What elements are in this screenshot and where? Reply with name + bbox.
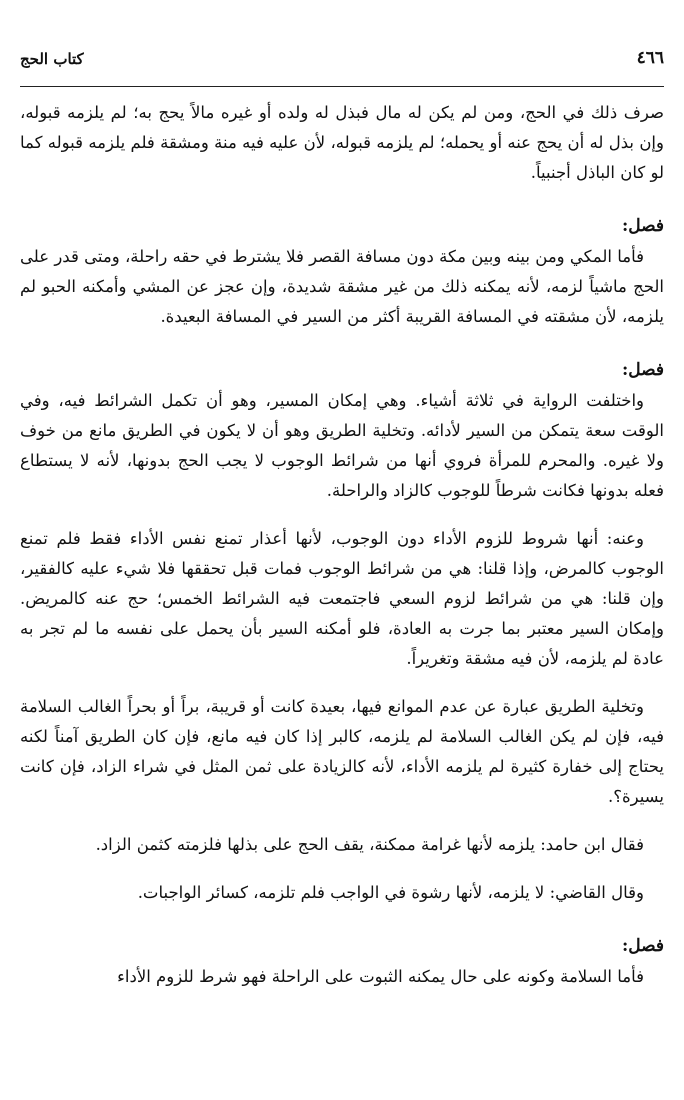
paragraph: وعنه: أنها شروط للزوم الأداء دون الوجوب، لأنها أعذار تمنع نفس الأداء فقط فلم تمنع الوجوب كالمرض، وإذا قلنا: هي من شرائط الوجوب فمات قبل تحققها فلا شيء عليه كالفقير، وإن قلنا: هي من شرائط لزوم السعي فاجتمعت فيه الشرائط الخمس؛ حج عنه كالمريض. وإمكان السير معتبر بما جرت به العادة، فلو أمكنه السير بأن يحمل على نفسه ما لم تجر به عادة لم يلزمه، لأن فيه مشقة وتغريراً. — [20, 529, 664, 668]
paragraph: واختلفت الرواية في ثلاثة أشياء. وهي إمكان المسير، وهو أن تكمل الشرائط فيه، وفي الوقت سعة يتمكن من السير لأدائه. وتخلية الطريق وهو أن لا يكون في الطريق مانع من خوف ولا غيره. والمحرم للمرأة فروي أنها من شرائط الوجوب لا يجب الحج بدونها، لأنه لا يستطاع فعله بدونها فكانت شرطاً للوجوب كالزاد والراحلة. — [20, 391, 664, 500]
header-rule — [20, 86, 664, 87]
page-header — [20, 38, 664, 68]
paragraph: فأما السلامة وكونه على حال يمكنه الثبوت على الراحلة فهو شرط للزوم الأداء — [117, 967, 644, 986]
paragraph: فقال ابن حامد: يلزمه لأنها غرامة ممكنة، يقف الحج على بذلها فلزمته كثمن الزاد. — [95, 835, 644, 854]
section-heading: فصل: — [621, 216, 664, 236]
paragraph: فأما المكي ومن بينه وبين مكة دون مسافة القصر فلا يشترط في حقه راحلة، ومتى قدر على الحج ماشياً لزمه، لأنه يمكنه ذلك من غير مشقة شديدة، وإن عجز عن المشي وأمكنه الحبو لم يلزمه، لأن مشقته في المسافة القريبة أكثر من السير في المسافة البعيدة. — [20, 247, 664, 326]
section-heading: فصل: — [621, 936, 664, 956]
paragraph: وقال القاضي: لا يلزمه، لأنها رشوة في الواجب فلم تلزمه، كسائر الواجبات. — [137, 883, 644, 902]
paragraph: صرف ذلك في الحج، ومن لم يكن له مال فبذل له ولده أو غيره مالاً يحج به؛ لم يلزمه قبوله، وإن بذل له أن يحج عنه أو يحمله؛ لم يلزمه قبوله، لأن عليه فيه منة ومشقة فلم يلزمه قبوله كما لو كان الباذل أجنبياً. — [20, 103, 664, 182]
section-heading: فصل: — [621, 360, 664, 380]
page-body — [20, 98, 664, 992]
book-title: كتاب الحج — [20, 50, 84, 68]
page-number: ٤٦٦ — [636, 48, 664, 68]
paragraph: وتخلية الطريق عبارة عن عدم الموانع فيها، بعيدة كانت أو قريبة، براً أو بحراً الغالب السلامة فيه، فإن لم يكن الغالب السلامة لم يلزمه، كالبر إذا كان فيه مانع، فإن كان الطريق آمناً لكنه يحتاج إلى خفارة كثيرة لم يلزمه الأداء، لأنه كالزيادة على ثمن المثل في شراء الزاد، فإن كانت يسيرة؟. — [20, 697, 664, 806]
